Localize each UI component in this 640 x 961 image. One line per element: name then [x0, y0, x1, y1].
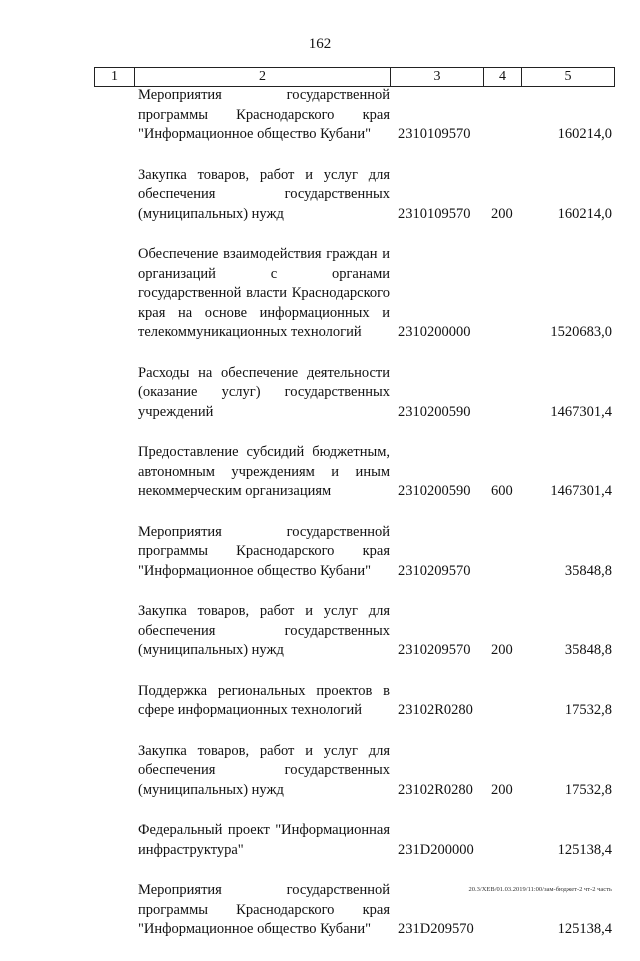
row-description: Мероприятия государственной программы Краснодарского края "Информационное общество Кубани": [138, 882, 390, 937]
budget-row: [0, 602, 640, 661]
column-header-1: 1: [95, 68, 135, 87]
row-code: 2310200590: [398, 403, 471, 420]
page-number: 162: [308, 36, 332, 52]
row-description: Обеспечение взаимодействия граждан и организаций с органами государственной власти Краснодарского края на основе информационных и телекоммуникационных технологий: [138, 246, 390, 340]
budget-row: [0, 364, 640, 423]
row-description: Расходы на обеспечение деятельности (оказание услуг) государственных учреждений: [138, 364, 390, 420]
row-type: 600: [491, 483, 513, 499]
row-amount: 35848,8: [564, 642, 612, 658]
row-amount: 1467301,4: [550, 483, 612, 499]
row-code: 2310200590: [398, 483, 471, 499]
row-description: Закупка товаров, работ и услуг для обеспечения государственных (муниципальных) нужд: [138, 166, 390, 222]
row-code: 2310209570: [398, 562, 471, 579]
row-description: Закупка товаров, работ и услуг для обеспечения государственных (муниципальных) нужд: [138, 603, 390, 658]
row-code: 2310209570: [398, 642, 471, 658]
row-code: 231D209570: [398, 921, 474, 937]
row-description: Закупка товаров, работ и услуг для обеспечения государственных (муниципальных) нужд: [138, 742, 390, 798]
budget-row: [0, 682, 640, 721]
row-type: 200: [491, 781, 513, 798]
row-code: 2310200000: [398, 324, 471, 340]
column-header-5: 5: [522, 68, 615, 87]
budget-row: [0, 245, 640, 343]
row-description: Мероприятия государственной программы Краснодарского края "Информационное общество Кубани": [138, 523, 390, 579]
row-amount: 17532,8: [564, 781, 612, 798]
row-amount: 125138,4: [557, 841, 612, 858]
budget-row: [0, 523, 640, 582]
row-code: 23102R0280: [398, 781, 473, 798]
budget-rows: [0, 86, 640, 961]
column-header-4: 4: [484, 68, 522, 87]
row-code: 2310109570: [398, 126, 471, 142]
row-type: 200: [491, 642, 513, 658]
column-header-row: [95, 68, 615, 87]
row-code: 2310109570: [398, 205, 471, 222]
row-amount: 17532,8: [564, 702, 612, 718]
row-description: Предоставление субсидий бюджетным, автономным учреждениям и иным некоммерческим организациям: [138, 444, 390, 499]
row-description: Поддержка региональных проектов в сфере информационных технологий: [138, 682, 390, 718]
budget-row: [0, 443, 640, 502]
column-header-table: [94, 67, 615, 87]
budget-row: [0, 86, 640, 145]
row-amount: 160214,0: [557, 205, 612, 222]
row-amount: 1467301,4: [550, 403, 612, 420]
column-header-2: 2: [135, 68, 391, 87]
row-amount: 125138,4: [557, 921, 612, 937]
budget-row: [0, 742, 640, 801]
document-footer: 20.3/XEB/01.03.2019/11:00/зам-бюджет-2 чт-2 часть: [468, 886, 612, 893]
row-code: 231D200000: [398, 841, 474, 858]
column-header-3: 3: [391, 68, 484, 87]
row-type: 200: [491, 205, 513, 222]
row-amount: 1520683,0: [550, 324, 612, 340]
row-description: Мероприятия государственной программы Краснодарского края "Информационное общество Кубани": [138, 87, 390, 142]
row-amount: 35848,8: [564, 562, 612, 579]
row-description: Федеральный проект "Информационная инфраструктура": [138, 822, 390, 858]
budget-row: [0, 821, 640, 860]
row-code: 23102R0280: [398, 702, 473, 718]
budget-row: [0, 166, 640, 225]
row-amount: 160214,0: [557, 126, 612, 142]
